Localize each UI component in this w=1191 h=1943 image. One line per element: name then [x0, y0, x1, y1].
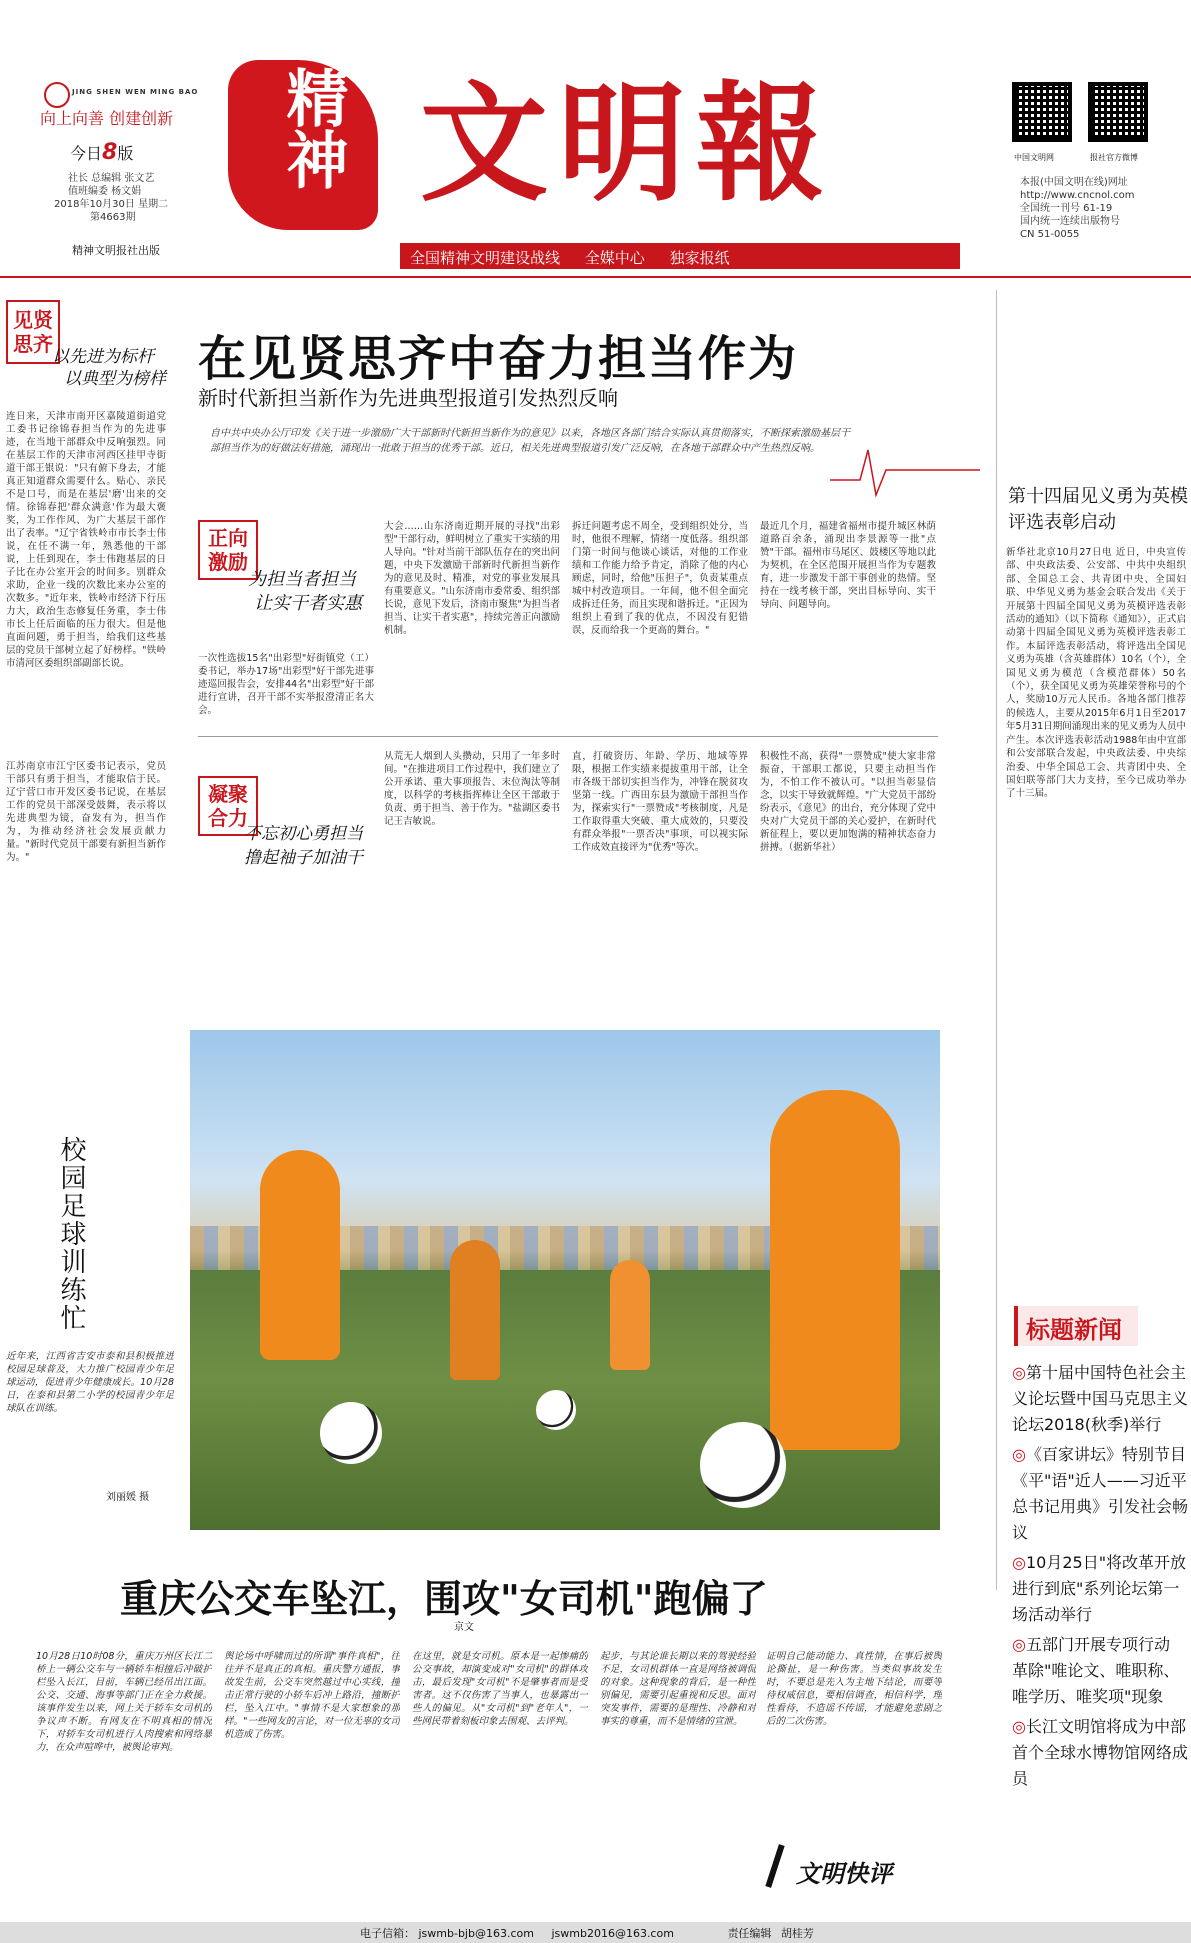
section1-tag: 正向激励 — [198, 520, 258, 580]
lead-headline: 在见贤思齐中奋力担当作为 — [198, 331, 799, 387]
photo-ball-3 — [536, 1390, 576, 1430]
commentary-col-2: 舆论场中呼啸而过的所谓"事件真相"，往往并不是真正的真相。重庆警方通报，事故发生前，公交车突然越过中心实线，撞击正常行驶的小轿车后冲上路沿，撞断护栏，坠入江中。"事情不是大家想象的那样。"一些网友的言论，对一位无辜的女司机造成了伤害。 — [224, 1651, 400, 1740]
side-divider — [996, 290, 997, 1590]
nav-item-3[interactable]: 独家报纸 — [669, 249, 730, 267]
commentary-col-5: 证明自己能动能力、真性情，在事后被舆论撕扯，是一种伤害。当类似事故发生时，不要总是先入为主地下结论，而要等待权威信息，要相信调查，相信科学，理性看待，不造谣不传谣，才能避免悲剧之后的二次伤害。 — [766, 1651, 942, 1727]
photo-player-4 — [610, 1260, 650, 1370]
headline-news-label: 标题新闻 — [1026, 1315, 1122, 1344]
qr-label-2: 报社官方微博 — [1090, 153, 1138, 162]
bullet-icon: ◎ — [1012, 1717, 1026, 1736]
footer-email-1[interactable]: jswmb-bjb@163.com — [418, 1927, 534, 1940]
photo-player-3 — [450, 1240, 500, 1380]
side1-title: 第十四届见义勇为英模评选表彰启动 — [1008, 486, 1188, 533]
photo-player-1 — [260, 1150, 340, 1360]
photo-ball-2 — [700, 1422, 786, 1508]
lead-intro: 自中共中央办公厅印发《关于进一步激励广大干部新时代新担当新作为的意见》以来，各地区各部门结合实际认真贯彻落实，不断探索激励基层干部担当作为的好做法好措施，涌现出一批敢于担当的优秀干部。近日，相关先进典型报道引发广泛反响，在各地干部群众中产生热烈反响。 — [210, 428, 850, 454]
lead-tag: 见贤思齐 — [6, 300, 60, 364]
lead-col-2: 大会……山东济南近期开展的寻找"出彩型"干部行动，鲜明树立了重实干实绩的用人导向。"针对当前干部队伍存在的突出问题，中央下发激励干部新时代新担当新作为的意见及时、精准，对党的事业发展具有重要意义。"山东济南市委常委、组织部长说，意见下发后，济南市聚焦"为担当者担当、让实干者实惠"，持续完善正向激励机制。 — [384, 521, 560, 636]
photo-credit: 刘丽媛 摄 — [106, 1492, 150, 1503]
commentary-badge-text: 文明快评 — [796, 1859, 892, 1888]
masthead-divider — [0, 276, 1191, 278]
paper-info: 本报(中国文明在线)网址 http://www.cncnol.com 全国统一刊号 61-19 国内统一连续出版物号 CN 51-0055 — [1020, 177, 1135, 240]
photo-player-2 — [770, 1090, 900, 1450]
section1-title: 为担当者担当 让实干者实惠 — [248, 569, 362, 614]
news-item-3[interactable]: ◎10月25日"将改革开放进行到底"系列论坛第一场活动举行 — [1012, 1553, 1187, 1624]
masthead — [0, 0, 1191, 275]
logo-mark — [44, 82, 70, 108]
pen-icon — [765, 1844, 784, 1888]
lead-col-5: 从荒无人烟到人头攒动，只用了一年多时间。"在推进项目工作过程中，我们建立了公开承诺、重大事项报告、末位淘汰等制度，以科学的考核指挥棒让全区干部敢于负责、勇于担当、善于作为。"盐湖区委书记王吉敏说。 — [384, 751, 560, 827]
lead-tag-subtitle: 以先进为标杆 以典型为榜样 — [52, 347, 166, 389]
qr-code-2[interactable] — [1088, 82, 1148, 142]
headline-news-list — [1012, 1360, 1188, 1796]
lead-col-2b: 一次性选拔15名"出彩型"好街镇党（工）委书记，举办17场"出彩型"好干部先进事迹巡回报告会，安排44名"出彩型"好干部进行宣讲，召开干部不实举报澄清正名大会。 — [198, 653, 374, 716]
lead-col-3: 拆迁问题考虑不周全，受到组织处分，当时，他很不理解，情绪一度低落。组织部门第一时间与他谈心谈话，对他的工作业绩和工作能力给予肯定，消除了他的内心顾虑，同时，给他"压担子"，负责某重点城中村改造项目。一年间，他不但全面完成拆迁任务，而且实现和谐拆迁。"正因为组织上看到了我的优点，不因没有犯错误，反而给我一个更高的舞台。" — [572, 521, 748, 636]
bullet-icon: ◎ — [1012, 1363, 1026, 1382]
nav-items — [410, 247, 730, 268]
photo-caption: 近年来，江西省吉安市泰和县积极推进校园足球普及，大力推广校园青少年足球运动，促进青少年健康成长。10月28日，在泰和县第二小学的校园青少年足球队在训练。 — [6, 1351, 174, 1414]
pulse-line-decoration — [830, 440, 980, 500]
lead-col-1: 连日来，天津市南开区嘉陵道街道党工委书记徐锦春担当作为的先进事迹，在当地干部群众中反响强烈。同在基层工作的天津市河西区挂甲寺街道干部王银说："只有俯下身去，才能真正知道群众需要什么。贴心、亲民不是口号，而是在基层'磨'出来的交情。徐锦春把'群众满意'作为最大褒奖，为工作作风、为广大基层干部作出了表率。"辽宁省铁岭市市长李士伟说，在任不满一年，熟悉他的干部说，上任到现在，李士伟跑基层的日子比在办公室开会的时间多。别群众求助，企业一线的次数比来办公室的次数多。"近年来，铁岭市经济下行压力大，政治生态修复任务重，李士伟市长上任后面临的压力很大。但是他直面问题，勇于担当，给我们这些基层的党员干部树立起了好榜样。"铁岭市清河区委组织部副部长说。 — [6, 411, 166, 669]
bullet-icon: ◎ — [1012, 1553, 1026, 1572]
lead-col-7: 积极性不高，获得"一票赞成"使大家非常振奋，干部职工都说，只要主动担当作为，不怕工作不被认可。"以担当彰显信念，以实干导致就辉煌。"广大党员干部纷纷表示，《意见》的出台，充分体现了党中央对广大党员干部的关心爱护，在新时代新征程上，要以更加饱满的精神状态奋力拼搏。（据新华社） — [760, 751, 936, 853]
section2-title: 不忘初心勇担当 撸起袖子加油干 — [244, 824, 363, 868]
commentary-badge — [766, 1844, 946, 1894]
commentary-headline: 重庆公交车坠江，围攻"女司机"跑偏了 — [120, 1576, 768, 1621]
photo-title: 校园足球训练忙 — [56, 1136, 86, 1332]
football-photo — [190, 1030, 940, 1530]
commentary-author: 京文 — [454, 1622, 474, 1633]
footer-content: 电子信箱： jswmb-bjb@163.com jswmb2016@163.com 责任编辑 胡桂芳 — [360, 1927, 814, 1940]
headline-news-box — [1006, 1296, 1190, 1788]
qr-label-1: 中国文明网 — [1014, 153, 1054, 162]
section2-tag: 凝聚合力 — [198, 776, 258, 836]
commentary-col-4: 起步，与其论谁长期以来的驾驶经验不足，女司机群体一直是网络被调侃的对象。这种现象的背后，是一种性别偏见，需要引起重视和反思。面对突发事件，需要的是理性、冷静和对事实的尊重，而不是情绪的宣泄。 — [600, 1651, 756, 1727]
masthead-slogan: 向上向善 创建创新 — [40, 109, 174, 128]
news-item-5[interactable]: ◎长江文明馆将成为中部首个全球水博物馆网络成员 — [1012, 1717, 1189, 1788]
bullet-icon: ◎ — [1012, 1635, 1026, 1654]
lead-col-6: 直，打破资历、年龄、学历、地域等界限，根据工作实绩来提拔重用干部，让全市各级干部切实担当作为，冲锋在脱贫攻坚第一线。广西田东县为激励干部担当作为，探索实行"一票赞成"考核制度，凡是工作取得重大突破、重大成效的，只要没有群众举报"一票否决"事项，可以视实际工作成效直接评为"优秀"等次。 — [572, 751, 748, 853]
lead-subhead: 新时代新担当新作为先进典型报道引发热烈反响 — [198, 386, 618, 410]
lead-mid-divider — [198, 736, 938, 737]
photo-ball-1 — [320, 1402, 382, 1464]
title-main-text: 文明報 — [420, 69, 835, 219]
side1-body: 新华社北京10月27日电 近日，中央宣传部、中央政法委、公安部、中共中央组织部、全国总工会、共青团中央、全国妇联、中华见义勇为基金会联合发出《关于开展第十四届全国见义勇为英模评选表彰活动的通知》（以下简称《通知》），正式启动第十四届全国见义勇为英模评选表彰工作。本届评选表彰活动，将评选出全国见义勇为英雄（含英雄群体）10名（个），全国见义勇为模范（含模范群体）50名（个），获全国见义勇为英雄荣誉称号的个人，奖励10万元人民币。各地各部门推荐的候选人，主要从2015年6月1日至2017年5月31日期间涌现出来的见义勇为人员中产生。本次评选表彰活动1988年由中宣部和公安部联合发起，中央政法委、中央综治委、中华全国总工会、共青团中央、全国妇联等部门大力支持，至今已成功举办了十三届。 — [1006, 547, 1186, 800]
news-item-1[interactable]: ◎第十届中国特色社会主义论坛暨中国马克思主义论坛2018(秋季)举行 — [1012, 1363, 1189, 1434]
lead-col-1b: 江苏南京市江宁区委书记表示，党员干部只有勇于担当，才能取信于民。辽宁营口市开发区委书记说，在基层工作的党员干部深受鼓舞，表示将以先进典型为镜，奋发有为，担当作为，为推动经济社会发展贡献力量。"新时代党员干部要有新担当新作为。" — [6, 761, 166, 863]
footer-email-2[interactable]: jswmb2016@163.com — [551, 1927, 674, 1940]
lead-col-4: 最近几个月，福建省福州市提升城区林荫道路百余条，涌现出李景源等一批"点赞"干部。福州市马尾区、鼓楼区等地以此为契机，在全区范围开展担当作为专题教育，进一步激发干部干事创业的热情。坚持在一线考核干部，突出目标导向、实干导向、问题导向。 — [760, 521, 936, 610]
nav-item-2[interactable]: 全媒中心 — [584, 249, 645, 267]
nav-item-1[interactable]: 全国精神文明建设战线 — [410, 249, 561, 267]
commentary-col-3: 在这里，就是女司机。原本是一起惨痛的公交事故，却演变成对"女司机"的群体攻击，最后发现"女司机"不是肇事者而是受害者。这不仅伤害了当事人，也暴露出一些人的偏见。从"女司机"到"老年人"，一些网民带着刻板印象去围观、去评判。 — [412, 1651, 588, 1727]
commentary-col-1: 10月28日10时08分，重庆万州区长江二桥上一辆公交车与一辆轿车相撞后冲破护栏坠入长江，目前，车辆已经吊出江面。公交、交通、海事等部门正在全力救援。该事件发生以来，网上关于轿车女司机的争议声不断。有网友在不明真相的情况下，对轿车女司机进行人肉搜索和网络暴力，在众声喧哗中，被舆论审判。 — [36, 1651, 212, 1753]
bullet-icon: ◎ — [1012, 1445, 1026, 1464]
qr-code-1[interactable] — [1012, 82, 1072, 142]
title-red-text: 精神 — [276, 66, 349, 190]
news-item-2[interactable]: ◎《百家讲坛》特别节目《平"语"近人——习近平总书记用典》引发社会畅议 — [1012, 1445, 1189, 1542]
masthead-pinyin: JING SHEN WEN MING BAO — [72, 88, 199, 96]
news-item-4[interactable]: ◎五部门开展专项行动 革除"唯论文、唯职称、唯学历、唯奖项"现象 — [1012, 1635, 1180, 1706]
today-pages: 今日8版 — [70, 140, 134, 165]
publisher: 精神文明报社出版 — [72, 244, 160, 257]
staff-list: 社长 总编辑 张文艺 值班编委 杨文娟 2018年10月30日 星期二 第4663期 — [54, 173, 169, 223]
